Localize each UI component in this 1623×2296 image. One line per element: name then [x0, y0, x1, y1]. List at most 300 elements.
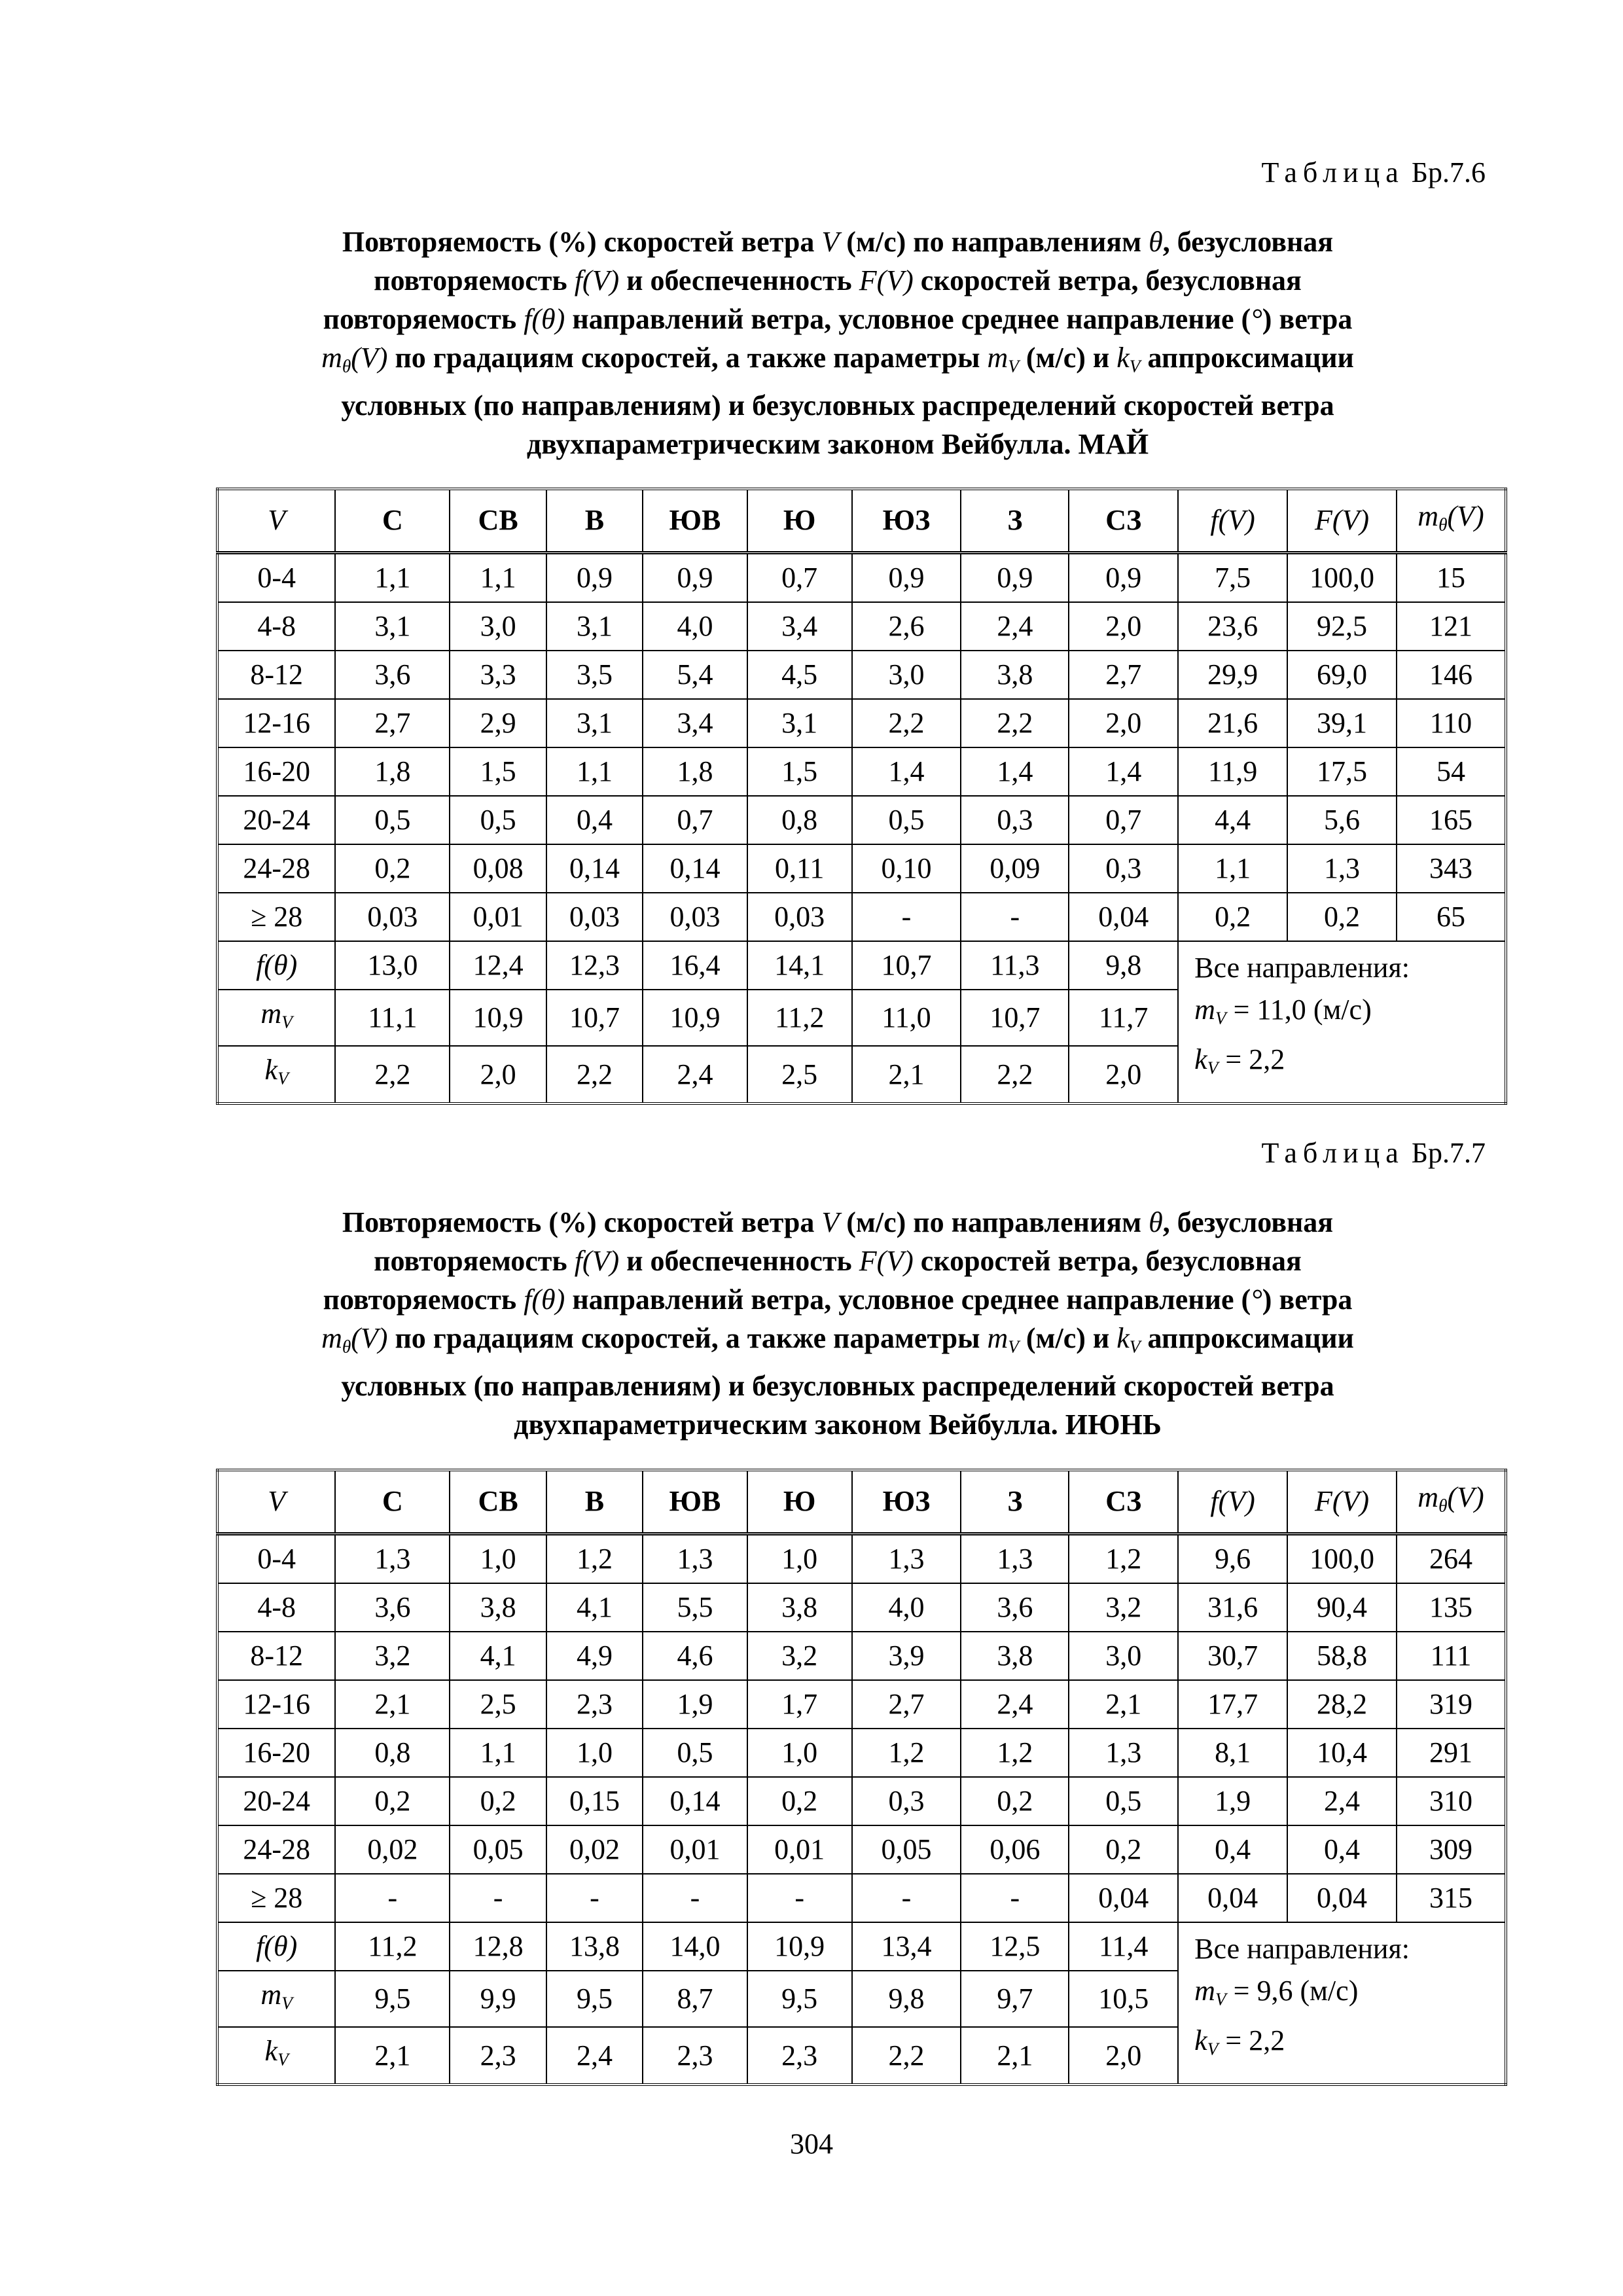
FV-cell: 1,3: [1287, 844, 1397, 893]
direction-value-cell: 3,1: [546, 602, 643, 651]
speed-range-cell: 20-24: [217, 1777, 335, 1825]
direction-value-cell: 1,8: [335, 747, 450, 796]
mean-direction-cell: 111: [1397, 1632, 1506, 1680]
direction-value-cell: 0,02: [335, 1825, 450, 1874]
direction-value-cell: 1,1: [335, 552, 450, 602]
parameter-value-cell: 2,5: [747, 1046, 852, 1103]
math-symbol: [1194, 1975, 1226, 2007]
math-symbol: [256, 949, 297, 981]
title-text: по градациям скоростей, а также параметры: [387, 342, 988, 374]
header-FV-label: F(V): [1315, 1485, 1370, 1518]
math-symbol: [821, 226, 839, 258]
math-argument: (V): [351, 1322, 388, 1354]
direction-value-cell: 0,03: [335, 893, 450, 941]
parameter-value-cell: 2,3: [643, 2027, 747, 2085]
math-symbol: [821, 1206, 839, 1238]
table-title: [216, 1203, 1459, 1444]
parameter-value-cell: 12,5: [961, 1922, 1069, 1971]
direction-value-cell: 3,4: [747, 602, 852, 651]
title-text: (м/с) и: [1018, 342, 1117, 374]
fV-cell: 31,6: [1178, 1583, 1287, 1632]
all-directions-summary: [1178, 941, 1506, 1103]
direction-value-cell: -: [546, 1874, 643, 1922]
parameter-value-cell: 2,1: [335, 2027, 450, 2085]
FV-cell: 0,2: [1287, 893, 1397, 941]
summary-mV: [1194, 1970, 1505, 2020]
header-fV-label: f(V): [1210, 504, 1255, 537]
summary-kV: [1194, 1039, 1505, 1089]
math-base: f(V): [574, 1245, 620, 1277]
direction-value-cell: 3,4: [643, 699, 747, 747]
direction-value-cell: 0,2: [450, 1777, 546, 1825]
mean-direction-cell: 291: [1397, 1729, 1506, 1777]
direction-value-cell: 0,05: [852, 1825, 961, 1874]
FV-cell: 0,04: [1287, 1874, 1397, 1922]
header-direction: С: [335, 489, 450, 552]
math-base: m: [1194, 1974, 1215, 2007]
header-row: [217, 1470, 1506, 1534]
parameter-value-cell: 16,4: [643, 941, 747, 990]
direction-value-cell: 2,4: [961, 1680, 1069, 1729]
fV-cell: 0,2: [1178, 893, 1287, 941]
math-base: m: [1418, 500, 1439, 532]
math-base: m: [987, 1322, 1008, 1354]
math-symbol: [1251, 1283, 1262, 1316]
direction-value-cell: 3,8: [961, 651, 1069, 699]
header-speed-label: V: [268, 504, 286, 537]
parameter-value-cell: 2,4: [546, 2027, 643, 2085]
math-base: m: [1418, 1481, 1439, 1513]
speed-range-cell: 24-28: [217, 844, 335, 893]
direction-value-cell: 4,9: [546, 1632, 643, 1680]
title-line: [216, 425, 1459, 463]
summary-mV-unit: (м/с): [1313, 993, 1372, 1026]
mean-direction-cell: 309: [1397, 1825, 1506, 1874]
title-text: и обеспеченность: [619, 1245, 859, 1277]
speed-range-cell: 0-4: [217, 1534, 335, 1583]
table-caption: [1262, 156, 1486, 189]
direction-value-cell: 0,7: [643, 796, 747, 844]
equals-sign: =: [1226, 993, 1257, 1026]
title-line: [216, 386, 1459, 425]
math-base: k: [1194, 2024, 1207, 2057]
parameter-value-cell: 10,5: [1069, 1971, 1178, 2028]
summary-heading: Все направления:: [1194, 951, 1410, 984]
wind-table: [216, 488, 1507, 1105]
speed-range-cell: 12-16: [217, 699, 335, 747]
table-row: [217, 602, 1506, 651]
math-symbol: [524, 1283, 565, 1316]
direction-value-cell: 2,7: [335, 699, 450, 747]
header-fV: [1178, 489, 1287, 552]
parameter-value-cell: 13,8: [546, 1922, 643, 1971]
title-line: [216, 1405, 1459, 1444]
math-subscript: V: [1215, 1008, 1226, 1028]
direction-value-cell: 2,7: [852, 1680, 961, 1729]
spacer: [1293, 1975, 1300, 2007]
math-symbol: [1251, 303, 1262, 335]
summary-heading: Все направления:: [1194, 1932, 1410, 1965]
table-caption: [1262, 1136, 1486, 1170]
speed-range-cell: 8-12: [217, 651, 335, 699]
direction-value-cell: 5,5: [643, 1583, 747, 1632]
fV-cell: 23,6: [1178, 602, 1287, 651]
summary-mV-value: 9,6: [1257, 1974, 1293, 2007]
direction-value-cell: 2,9: [450, 699, 546, 747]
direction-value-cell: 1,1: [450, 552, 546, 602]
direction-value-cell: 3,2: [747, 1632, 852, 1680]
math-subscript: V: [1215, 1989, 1226, 2009]
mean-direction-cell: 15: [1397, 552, 1506, 602]
header-direction: В: [546, 1470, 643, 1534]
header-direction: ЮЗ: [852, 1470, 961, 1534]
direction-value-cell: 1,1: [546, 747, 643, 796]
direction-value-cell: 1,3: [961, 1534, 1069, 1583]
direction-value-cell: 0,14: [643, 1777, 747, 1825]
header-fV: [1178, 1470, 1287, 1534]
mean-direction-cell: 146: [1397, 651, 1506, 699]
direction-value-cell: 0,2: [1069, 1825, 1178, 1874]
table-row: [217, 651, 1506, 699]
direction-value-cell: 0,9: [852, 552, 961, 602]
direction-value-cell: 0,4: [546, 796, 643, 844]
math-symbol: [987, 342, 1018, 374]
title-text: аппроксимации: [1140, 342, 1354, 374]
mean-direction-cell: 310: [1397, 1777, 1506, 1825]
direction-value-cell: 0,2: [335, 1777, 450, 1825]
fV-cell: 29,9: [1178, 651, 1287, 699]
math-symbol: [1149, 1206, 1163, 1238]
table-row: [217, 796, 1506, 844]
direction-value-cell: -: [961, 893, 1069, 941]
FV-cell: 28,2: [1287, 1680, 1397, 1729]
direction-value-cell: 0,15: [546, 1777, 643, 1825]
summary-mV-value: 11,0: [1257, 993, 1306, 1026]
direction-value-cell: 1,7: [747, 1680, 852, 1729]
summary-kV-value: 2,2: [1249, 1043, 1285, 1076]
parameter-value-cell: 12,3: [546, 941, 643, 990]
parameter-value-cell: 8,7: [643, 1971, 747, 2028]
mean-direction-cell: 54: [1397, 747, 1506, 796]
direction-value-cell: 3,1: [747, 699, 852, 747]
math-base: m: [987, 342, 1008, 374]
table-row: [217, 1874, 1506, 1922]
math-subscript: V: [1207, 2039, 1219, 2059]
direction-value-cell: 0,9: [961, 552, 1069, 602]
parameter-label-cell: [217, 941, 335, 990]
direction-value-cell: -: [335, 1874, 450, 1922]
direction-value-cell: 4,5: [747, 651, 852, 699]
fV-cell: 8,1: [1178, 1729, 1287, 1777]
parameter-value-cell: 9,8: [1069, 941, 1178, 990]
parameter-value-cell: 9,5: [335, 1971, 450, 2028]
math-subscript: V: [1207, 1058, 1219, 1078]
direction-value-cell: 1,1: [450, 1729, 546, 1777]
parameter-value-cell: 2,1: [852, 1046, 961, 1103]
direction-value-cell: 1,2: [546, 1534, 643, 1583]
parameter-value-cell: 11,2: [335, 1922, 450, 1971]
math-symbol: [575, 264, 619, 296]
direction-value-cell: 0,3: [961, 796, 1069, 844]
equals-sign: =: [1226, 1974, 1257, 2007]
parameter-value-cell: 2,0: [1069, 1046, 1178, 1103]
mean-direction-cell: 319: [1397, 1680, 1506, 1729]
title-text: двухпараметрическим законом Вейбулла. ИЮНЬ: [514, 1408, 1162, 1441]
parameter-value-cell: 12,4: [450, 941, 546, 990]
header-direction: ЮВ: [643, 1470, 747, 1534]
direction-value-cell: 0,06: [961, 1825, 1069, 1874]
math-symbol: [859, 1245, 914, 1277]
math-subscript: θ: [342, 1336, 351, 1357]
math-symbol: [524, 303, 565, 335]
title-line: [216, 1319, 1459, 1367]
parameter-value-cell: 11,7: [1069, 990, 1178, 1047]
parameter-value-cell: 2,3: [747, 2027, 852, 2085]
math-base: f(V): [574, 264, 620, 296]
direction-value-cell: 1,8: [643, 747, 747, 796]
math-symbol: [321, 1322, 388, 1357]
title-text: повторяемость: [374, 264, 575, 296]
title-text: , безусловная: [1162, 226, 1334, 258]
parameter-value-cell: 9,5: [546, 1971, 643, 2028]
speed-range-cell: 0-4: [217, 552, 335, 602]
math-symbol: [987, 1322, 1019, 1357]
direction-value-cell: 3,0: [450, 602, 546, 651]
parameter-row: [217, 941, 1506, 990]
math-subscript: θ: [342, 356, 351, 376]
fV-cell: 7,5: [1178, 552, 1287, 602]
direction-value-cell: 0,01: [643, 1825, 747, 1874]
direction-value-cell: 1,0: [747, 1729, 852, 1777]
FV-cell: 2,4: [1287, 1777, 1397, 1825]
speed-range-cell: 8-12: [217, 1632, 335, 1680]
fV-cell: 11,9: [1178, 747, 1287, 796]
table-row: [217, 1825, 1506, 1874]
math-symbol: [321, 342, 387, 374]
parameter-value-cell: 10,9: [643, 990, 747, 1047]
speed-range-cell: 24-28: [217, 1825, 335, 1874]
title-text: ) ветра: [1262, 303, 1353, 335]
math-base: k: [264, 2035, 278, 2068]
direction-value-cell: 0,14: [643, 844, 747, 893]
header-fV-label: f(V): [1210, 1485, 1255, 1518]
math-base: f(θ): [524, 1283, 565, 1316]
parameter-value-cell: 11,1: [335, 990, 450, 1047]
direction-value-cell: 1,0: [747, 1534, 852, 1583]
math-base: °: [1251, 1283, 1262, 1316]
direction-value-cell: 0,7: [747, 552, 852, 602]
table-row: [217, 1729, 1506, 1777]
speed-range-cell: ≥ 28: [217, 893, 335, 941]
direction-value-cell: 3,6: [961, 1583, 1069, 1632]
math-base: m: [321, 342, 342, 374]
parameter-value-cell: 14,1: [747, 941, 852, 990]
math-symbol: [1418, 1481, 1484, 1516]
title-text: условных (по направлениям) и безусловных распределений скоростей ветра: [341, 1369, 1334, 1402]
parameter-value-cell: 2,1: [961, 2027, 1069, 2085]
math-argument: (V): [1447, 1481, 1484, 1513]
direction-value-cell: 2,5: [450, 1680, 546, 1729]
direction-value-cell: 2,2: [852, 699, 961, 747]
direction-value-cell: 0,3: [852, 1777, 961, 1825]
parameter-value-cell: 2,2: [852, 2027, 961, 2085]
direction-value-cell: 4,1: [546, 1583, 643, 1632]
title-text: условных (по направлениям) и безусловных распределений скоростей ветра: [341, 389, 1334, 422]
math-symbol: [1194, 2024, 1219, 2059]
table-row: [217, 552, 1506, 602]
math-subscript: V: [277, 2049, 289, 2070]
parameter-value-cell: 2,0: [1069, 2027, 1178, 2085]
direction-value-cell: 3,5: [546, 651, 643, 699]
header-direction: В: [546, 489, 643, 552]
math-symbol: [256, 1930, 297, 1962]
direction-value-cell: -: [643, 1874, 747, 1922]
fV-cell: 0,04: [1178, 1874, 1287, 1922]
math-subscript: V: [281, 1012, 293, 1032]
header-FV: [1287, 1470, 1397, 1534]
mean-direction-cell: 264: [1397, 1534, 1506, 1583]
direction-value-cell: 1,3: [643, 1534, 747, 1583]
math-symbol: [260, 997, 292, 1030]
math-symbol: [1194, 994, 1226, 1026]
math-subscript: V: [277, 1068, 289, 1088]
FV-cell: 100,0: [1287, 1534, 1397, 1583]
title-text: повторяемость: [323, 303, 524, 335]
fV-cell: 21,6: [1178, 699, 1287, 747]
direction-value-cell: 0,03: [546, 893, 643, 941]
summary-kV: [1194, 2020, 1505, 2070]
direction-value-cell: 2,3: [546, 1680, 643, 1729]
header-mean-direction: [1397, 1470, 1506, 1534]
parameter-value-cell: 2,0: [450, 1046, 546, 1103]
parameter-value-cell: 11,4: [1069, 1922, 1178, 1971]
direction-value-cell: 0,5: [450, 796, 546, 844]
direction-value-cell: 0,5: [335, 796, 450, 844]
direction-value-cell: 0,08: [450, 844, 546, 893]
mean-direction-cell: 315: [1397, 1874, 1506, 1922]
title-text: , безусловная: [1162, 1206, 1334, 1238]
fV-cell: 9,6: [1178, 1534, 1287, 1583]
header-direction: ЮЗ: [852, 489, 961, 552]
direction-value-cell: 0,03: [643, 893, 747, 941]
math-subscript: V: [1008, 1336, 1019, 1357]
title-text: Повторяемость (%) скоростей ветра: [342, 226, 822, 258]
table-title: [216, 223, 1459, 463]
speed-range-cell: 16-20: [217, 1729, 335, 1777]
fV-cell: 30,7: [1178, 1632, 1287, 1680]
spacer: [1306, 994, 1313, 1026]
fV-cell: 0,4: [1178, 1825, 1287, 1874]
header-speed-label: V: [268, 1485, 286, 1518]
parameter-value-cell: 9,9: [450, 1971, 546, 2028]
mean-direction-cell: 121: [1397, 602, 1506, 651]
direction-value-cell: 5,4: [643, 651, 747, 699]
header-direction: СЗ: [1069, 1470, 1178, 1534]
FV-cell: 10,4: [1287, 1729, 1397, 1777]
speed-range-cell: 12-16: [217, 1680, 335, 1729]
title-line: [216, 338, 1459, 386]
title-line: [216, 1367, 1459, 1405]
FV-cell: 17,5: [1287, 747, 1397, 796]
parameter-value-cell: 10,9: [747, 1922, 852, 1971]
parameter-value-cell: 9,5: [747, 1971, 852, 2028]
title-line: [216, 1242, 1459, 1280]
parameter-value-cell: 14,0: [643, 1922, 747, 1971]
caption-number: Бр.7.6: [1411, 156, 1486, 188]
math-symbol: [859, 264, 914, 296]
math-base: m: [260, 997, 282, 1030]
header-direction: З: [961, 1470, 1069, 1534]
direction-value-cell: 1,0: [450, 1534, 546, 1583]
math-base: °: [1251, 303, 1262, 335]
table-row: [217, 844, 1506, 893]
speed-range-cell: ≥ 28: [217, 1874, 335, 1922]
direction-value-cell: 3,1: [546, 699, 643, 747]
table-row: [217, 893, 1506, 941]
direction-value-cell: -: [852, 893, 961, 941]
parameter-value-cell: 13,4: [852, 1922, 961, 1971]
direction-value-cell: 1,0: [546, 1729, 643, 1777]
mean-direction-cell: 343: [1397, 844, 1506, 893]
summary-mV: [1194, 989, 1505, 1039]
table-row: [217, 699, 1506, 747]
title-text: направлений ветра, условное среднее направление (: [565, 303, 1251, 335]
parameter-value-cell: 2,4: [643, 1046, 747, 1103]
math-subscript: θ: [1438, 514, 1448, 535]
parameter-value-cell: 2,2: [961, 1046, 1069, 1103]
table-row: [217, 1777, 1506, 1825]
title-line: [216, 223, 1459, 261]
header-direction: СВ: [450, 489, 546, 552]
header-FV-label: F(V): [1315, 504, 1370, 537]
direction-value-cell: 1,5: [747, 747, 852, 796]
FV-cell: 90,4: [1287, 1583, 1397, 1632]
direction-value-cell: 0,8: [747, 796, 852, 844]
parameter-label-cell: [217, 2027, 335, 2085]
direction-value-cell: 1,2: [961, 1729, 1069, 1777]
direction-value-cell: 0,04: [1069, 1874, 1178, 1922]
math-subscript: θ: [1438, 1496, 1448, 1516]
math-subscript: V: [1129, 1336, 1141, 1357]
direction-value-cell: -: [961, 1874, 1069, 1922]
parameter-value-cell: 10,7: [961, 990, 1069, 1047]
math-symbol: [1116, 1322, 1141, 1357]
direction-value-cell: 1,3: [852, 1534, 961, 1583]
direction-value-cell: 1,3: [335, 1534, 450, 1583]
parameter-label-cell: [217, 990, 335, 1047]
header-speed: [217, 489, 335, 552]
parameter-row: [217, 1922, 1506, 1971]
direction-value-cell: 4,6: [643, 1632, 747, 1680]
header-direction: С: [335, 1470, 450, 1534]
direction-value-cell: -: [852, 1874, 961, 1922]
direction-value-cell: 3,6: [335, 651, 450, 699]
math-base: θ: [1149, 1206, 1163, 1238]
parameter-value-cell: 9,8: [852, 1971, 961, 2028]
math-base: f: [256, 1929, 264, 1962]
parameter-value-cell: 10,9: [450, 990, 546, 1047]
direction-value-cell: 0,9: [643, 552, 747, 602]
title-text: и обеспеченность: [619, 264, 859, 296]
parameter-label-cell: [217, 1046, 335, 1103]
direction-value-cell: 1,2: [852, 1729, 961, 1777]
all-directions-summary: [1178, 1922, 1506, 2085]
title-text: повторяемость: [374, 1245, 575, 1277]
direction-value-cell: 0,02: [546, 1825, 643, 1874]
FV-cell: 0,4: [1287, 1825, 1397, 1874]
direction-value-cell: 0,03: [747, 893, 852, 941]
header-FV: [1287, 489, 1397, 552]
